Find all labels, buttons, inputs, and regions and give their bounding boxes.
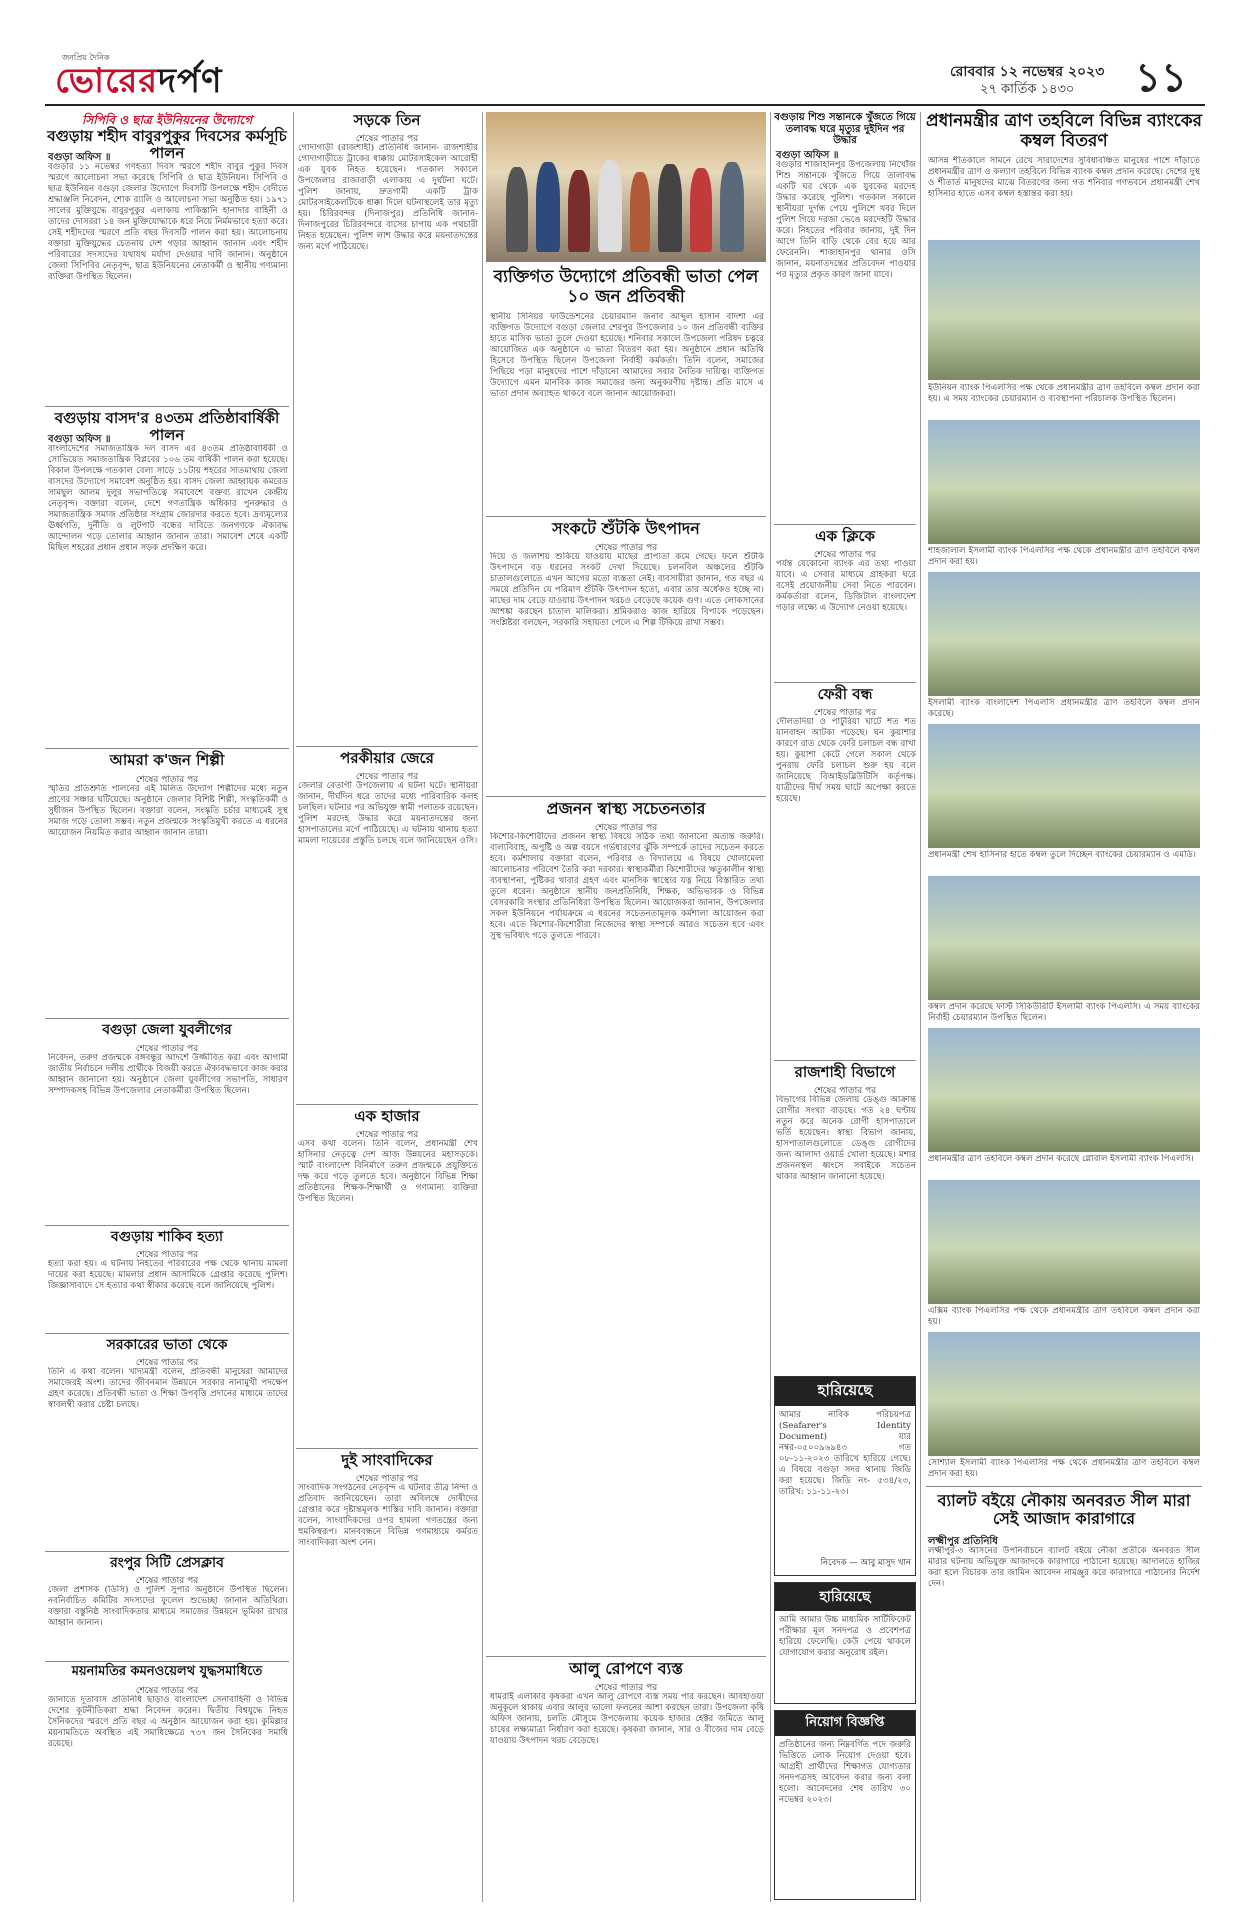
divider [926,1486,1202,1487]
article-headline: বগুড়ায় শাকিব হত্যা [110,1229,224,1245]
continued-label: শেষের পাতার পর [135,1358,199,1368]
photo-blanket-handover [928,876,1200,1000]
article-body: কিশোর-কিশোরীদের প্রজনন স্বাস্থ্য বিষয়ে সঠিক তথ্য জানানো অত্যন্ত জরুরি। বাল্যবিবাহ, অপুষ্টি ও অল্প বয়সে গর্ভধারণের ঝুঁকি সম্পর্কে তাদের সচেতন করতে হবে। কর্মশালায় বক্তারা বলেন, পরিবার ও বিদ্যালয়ে এ বিষয়ে খোলামেলা আলোচনার পরিবেশ তৈরি করা দরকার। স্বাস্থ্যকর্মীরা কিশোরীদের ঋতুকালীন স্বাস্থ্য ব্যবস্থাপনা, পুষ্টিকর খাবার গ্রহণ এবং মানসিক স্বাস্থ্যের যত্ন নিয়ে বিস্তারিত তথ্য তুলে ধরেন। অনুষ্ঠানে স্থানীয় জনপ্রতিনিধি, শিক্ষক, অভিভাবক ও বিভিন্ন বেসরকারি সংস্থার প্রতিনিধিরা উপস্থিত ছিলেন। আয়োজকরা জানান, উপজেলার সকল ইউনিয়নে পর্যায়ক্রমে এ ধরনের সচেতনতামূলক কর্মশালা আয়োজন করা হবে। এতে কিশোর-কিশোরীরা নিজেদের স্বাস্থ্য সম্পর্কে আরও সচেতন হবে এবং সুস্থ ভবিষ্যৎ গড়ে তুলতে পারবে। [490,832,764,941]
article-body: দিয়ে ও জলাশয় শুকিয়ে যাওয়ায় মাছের প্রাপ্যতা কমে গেছে। ফলে শুঁটকি উৎপাদনে বড় ধরনের সংকট দেখা দিয়েছে। চলনবিল অঞ্চলের শুঁটকি চাতালগুলোতে এখন আগের মতো ব্যস্ততা নেই। ব্যবসায়ীরা জানান, গত বছর এ সময়ে প্রতিদিন যে পরিমাণ শুঁটকি উৎপাদন হতো, এবার তার অর্ধেকও হচ্ছে না। মাছের দাম বেড়ে যাওয়ায় উৎপাদন খরচও বেড়েছে কয়েক গুণ। এতে লোকসানের আশঙ্কা করছেন চাতাল মালিকরা। শ্রমিকরাও কাজ হারিয়ে বিপাকে পড়েছেন। সংশ্লিষ্টরা বলছেন, সরকারি সহায়তা পেলে এ শিল্প টিকিয়ে রাখা সম্ভব। [490,552,764,628]
divider [296,746,478,747]
photo-blanket-handover [928,1180,1200,1304]
article-body: আসন্ন শীতকালে সামনে রেখে সারাদেশের সুবিধাবঞ্চিত মানুষের পাশে দাঁড়াতে প্রধানমন্ত্রীর ত্রাণ ও কল্যাণ তহবিলে বিভিন্ন ব্যাংক কম্বল প্রদান করেছে। দেশের দুস্থ ও শীতার্ত মানুষদের মাঝে বিতরণের জন্য গত শনিবার গণভবনে প্রধানমন্ত্রী শেখ হাসিনার হাতে এসব কম্বল হস্তান্তর করা হয়। [928,156,1200,199]
continued-label: শেষের পাতার পর [135,1686,199,1696]
photo-caption: প্রধানমন্ত্রীর ত্রাণ তহবিলে কম্বল প্রদান করেছে গ্লোবাল ইসলামী ব্যাংক পিএলসি। [928,1154,1194,1164]
continued-label: শেষের পাতার পর [594,823,658,833]
divider [486,796,766,797]
page-number: ১১ [1135,54,1187,101]
continued-label: শেষের পাতার পর [813,708,877,718]
article-headline: ময়নামতির কমনওয়েলথ যুদ্ধসমাধিতে [71,1664,263,1679]
continued-label: শেষের পাতার পর [135,1044,199,1054]
masthead-tagline: জনপ্রিয় দৈনিক [62,53,110,62]
article-headline: প্রজনন স্বাস্থ্য সচেতনতার [546,799,706,818]
continued-label: শেষের পাতার পর [135,775,199,785]
article-headline: রাজশাহী বিভাগে [794,1063,896,1081]
classified-ad-lost [774,1376,916,1576]
masthead-title-part1: ভোরের [55,61,159,101]
article-body: নিবেদন, তরুণ প্রজন্মকে বঙ্গবন্ধুর আদর্শে উজ্জীবিত করা এবং আগামী জাতীয় নির্বাচনে দলীয় প্রার্থীকে বিজয়ী করতে ঐক্যবদ্ধভাবে কাজ করার আহ্বান জানানো হয়। অনুষ্ঠানে জেলা যুবলীগের সভাপতি, সাধারণ সম্পাদকসহ বিভিন্ন উপজেলার নেতাকর্মীরা উপস্থিত ছিলেন। [48,1053,288,1096]
divider [296,1448,478,1449]
classified-body: আমার নাবিক পরিচয়পত্র (Seafarer's Identity Document) যার নম্বর-০৫০০৯৬৯৪৩ গত ০৮-১১-২০২৩ তারিখে হারিয়ে গেছে। এ বিষয়ে বগুড়া সদর থানায় জিডি করা হয়েছে। জিডি নং- ৫৩৪/২৩, তারিখ: ১১-১১-২৩। [779,1410,911,1497]
article-headline: বগুড়ায় বাসদ'র ৪৩তম প্রতিষ্ঠাবার্ষিকী পালন [54,409,280,445]
divider [45,1333,289,1334]
masthead-logo [55,55,223,112]
divider [774,1060,916,1061]
article-headline: দুই সাংবাদিকের [341,1451,433,1469]
photo-caption: ইউনিয়ন ব্যাংক পিএলসির পক্ষ থেকে প্রধানমন্ত্রীর ত্রাণ তহবিলে কম্বল প্রদান করা হয়। এ সময় ব্যাংকের চেয়ারম্যান ও ব্যবস্থাপনা পরিচালক উপস্থিত ছিলেন। [928,383,1200,404]
continued-label: শেষের পাতার পর [813,1086,877,1096]
person-figure [536,162,560,252]
continued-label: শেষের পাতার পর [594,543,658,553]
article-headline: পরকীয়ার জেরে [340,749,434,767]
person-figure [720,162,744,252]
continued-label: শেষের পাতার পর [355,134,419,144]
date-gregorian: রোববার ১২ নভেম্বর ২০২৩ [950,64,1105,80]
column-rule [770,112,771,1902]
article-headline: ব্যক্তিগত উদ্যোগে প্রতিবন্ধী ভাতা পেল ১০ জন প্রতিবন্ধী [493,267,759,307]
article-body: জেলার বেতাগী উপজেলায় এ ঘটনা ঘটে। স্থানীয়রা জানান, দীর্ঘদিন ধরে তাদের মধ্যে পারিবারিক কলহ চলছিল। ঘটনার পর অভিযুক্ত স্বামী পলাতক রয়েছেন। পুলিশ মরদেহ উদ্ধার করে ময়নাতদন্তের জন্য হাসপাতালের মর্গে পাঠিয়েছে। এ ঘটনায় থানায় হত্যা মামলা দায়েরের প্রস্তুতি চলছে বলে জানিয়েছেন ওসি। [298,781,478,846]
divider [774,524,916,525]
photo-caption: কম্বল প্রদান করেছে ফার্স্ট সিকিউরিটি ইসলামী ব্যাংক পিএলসি। এ সময় ব্যাংকের নির্বাহী চেয়ারম্যান উপস্থিত ছিলেন। [928,1002,1200,1023]
photo-blanket-handover [928,724,1200,848]
person-figure [568,170,590,252]
divider [486,1656,766,1657]
notice-heading: নিয়োগ বিজ্ঞপ্তি [775,1711,915,1736]
article-byline: বগুড়া অফিস ॥ [48,434,111,445]
divider [45,1018,289,1019]
photo-caption: প্রধানমন্ত্রী শেখ হাসিনার হাতে কম্বল তুলে দিচ্ছেন ব্যাংকের চেয়ারম্যান ও এমডি। [928,850,1196,860]
article-byline: লক্ষ্মীপুর প্রতিনিধি [928,1536,998,1547]
divider [486,516,766,517]
article-byline: বগুড়া অফিস ॥ [48,152,111,163]
article-headline: আলু রোপণে ব্যস্ত [569,1659,683,1678]
divider [45,1225,289,1226]
divider [45,1551,289,1552]
article-body: ধামরাই এলাকার কৃষকরা এখন আলু রোপণে ব্যস্ত সময় পার করছেন। আবহাওয়া অনুকূলে থাকায় এবার আলুর ভালো ফলনের আশা করছেন তারা। উপজেলা কৃষি অফিস জানায়, চলতি মৌসুমে উপজেলায় কয়েক হাজার হেক্টর জমিতে আলু চাষের লক্ষ্যমাত্রা নির্ধারণ করা হয়েছে। কৃষকরা জানান, সার ও বীজের দাম বেড়ে যাওয়ায় উৎপাদন খরচ বেড়েছে। [490,1692,764,1746]
article-headline: আমরা ক'জন শিল্পী [109,751,225,769]
person-figure [658,164,682,252]
article-headline: ব্যালট বইয়ে নৌকায় অনবরত সীল মারা সেই আজাদ কারাগারে [937,1491,1191,1529]
job-notice [774,1710,916,1900]
column-rule [920,112,921,1902]
group-photo [486,112,766,262]
continued-label: শেষের পাতার পর [813,550,877,560]
divider [45,406,289,407]
article-body: সাংবাদিক সংগঠনের নেতৃবৃন্দ এ ঘটনার তীব্র নিন্দা ও প্রতিবাদ জানিয়েছেন। তারা অবিলম্বে দোষীদের গ্রেপ্তার করে দৃষ্টান্তমূলক শাস্তির দাবি জানান। বক্তারা বলেন, সাংবাদিকদের ওপর হামলা গণতন্ত্রের জন্য হুমকিস্বরূপ। মানববন্ধনে বিভিন্ন গণমাধ্যমে কর্মরত সাংবাদিকরা অংশ নেন। [298,1483,478,1548]
article-headline: এক হাজার [354,1107,420,1125]
photo-caption: সোশ্যাল ইসলামী ব্যাংক পিএলসির পক্ষ থেকে প্রধানমন্ত্রীর ত্রাণ তহবিলে কম্বল প্রদান করা হয়। [928,1458,1200,1479]
article-byline: বগুড়া অফিস ॥ [776,150,839,161]
article-body: এসব কথা বলেন। তিনি বলেন, প্রধানমন্ত্রী শেখ হাসিনার নেতৃত্বে দেশ আজ উন্নয়নের মহাসড়কে। স্মার্ট বাংলাদেশ বিনির্মাণে তরুণ প্রজন্মকে প্রযুক্তিতে দক্ষ করে গড়ে তুলতে হবে। অনুষ্ঠানে বিভিন্ন শিক্ষা প্রতিষ্ঠানের শিক্ষক-শিক্ষার্থী ও গণ্যমান্য ব্যক্তিরা উপস্থিত ছিলেন। [298,1139,478,1204]
classified-signature: নিবেদক — আবু মাসুদ খান [820,1558,911,1568]
article-body: লক্ষ্মীপুর-৩ আসনের উপনির্বাচনে ব্যালট বইয়ে নৌকা প্রতীকে অনবরত সীল মারার ঘটনায় অভিযুক্ত আজাদকে কারাগারে পাঠানো হয়েছে। আদালতে হাজির করা হলে বিচারক তার জামিন আবেদন নামঞ্জুর করে কারাগারে পাঠানোর নির্দেশ দেন। [928,1546,1200,1589]
person-figure [598,160,622,252]
date-bangla: ২৭ কার্তিক ১৪৩০ [980,82,1075,97]
column-rule [293,112,294,1902]
photo-caption: এক্সিম ব্যাংক পিএলসির পক্ষ থেকে প্রধানমন্ত্রীর ত্রাণ তহবিলে কম্বল প্রদান করা হয়। [928,1306,1200,1327]
article-headline: সরকারের ভাতা থেকে [106,1337,228,1353]
classified-heading: হারিয়েছে [775,1583,915,1611]
article-body: জানাতে দূতাবাস প্রতিনিধি ছাড়াও বাংলাদেশ সেনাবাহিনী ও বিভিন্ন দেশের কূটনীতিকরা শ্রদ্ধা নিবেদন করেন। দ্বিতীয় বিশ্বযুদ্ধে নিহত সৈনিকদের স্মরণে প্রতি বছর এ অনুষ্ঠান আয়োজন করা হয়। কুমিল্লার ময়নামতিতে অবস্থিত এই সমাধিক্ষেত্রে ৭৩৭ জন সৈনিকের সমাধি রয়েছে। [48,1695,288,1749]
continued-label: শেষের পাতার পর [594,1683,658,1693]
classified-ad-lost [774,1582,916,1704]
article-headline: বগুড়ায় শিশু সন্তানকে খুঁজতে গিয়ে তলাবদ্ধ ঘরে মৃত্যুর দুইদিন পর উদ্ধার [774,112,916,146]
divider [774,682,916,683]
divider [45,1661,289,1662]
photo-caption: শাহজালাল ইসলামী ব্যাংক পিএলসির পক্ষ থেকে প্রধানমন্ত্রীর ত্রাণ তহবিলে কম্বল প্রদান করা হয়। [928,546,1200,567]
article-headline: সড়কে তিন [353,111,421,129]
divider [45,748,289,749]
article-body: জেলা প্রশাসক (ডিসি) ও পুলিশ সুপার অনুষ্ঠানে উপস্থিত ছিলেন। নবনির্বাচিত কমিটির সদস্যদের ফুলেল শুভেচ্ছা জানান অতিথিরা। বক্তারা বস্তুনিষ্ঠ সাংবাদিকতার মাধ্যমে সমাজের উন্নয়নে ভূমিকা রাখার আহ্বান জানান। [48,1585,288,1628]
article-headline: এক ক্লিকে [815,527,875,545]
photo-blanket-handover [928,1332,1200,1456]
divider [296,1104,478,1105]
article-headline: প্রধানমন্ত্রীর ত্রাণ তহবিলে বিভিন্ন ব্যাংকের কম্বল বিতরণ [926,111,1202,151]
person-figure [630,172,650,252]
article-headline: ফেরী বন্ধ [817,685,873,703]
photo-blanket-handover [928,1028,1200,1152]
continued-label: শেষের পাতার পর [135,1576,199,1586]
article-kicker: সিপিবি ও ছাত্র ইউনিয়নের উদ্যোগে [81,113,253,127]
article-headline: বগুড়া জেলা যুবলীগের [102,1022,232,1038]
classified-body: আমি আমার উচ্চ মাধ্যমিক সার্টিফিকেট পরীক্ষার মূল সনদপত্র ও প্রবেশপত্র হারিয়ে ফেলেছি। কেউ পেয়ে থাকলে যোগাযোগ করার অনুরোধ রইল। [779,1615,911,1658]
person-figure [506,167,528,252]
article-body: বগুড়ার ১১ নভেম্বর গণহত্যা দিবস স্মরণে শহীদ বাবুর পুকুর দিবস স্মরণে আলোচনা সভা করেছে সিপিবি ও ছাত্র ইউনিয়ন। সিপিবি ও ছাত্র ইউনিয়ন বগুড়া জেলার উদ্যোগে দিবসটি উপলক্ষে শহীদ বেদীতে শ্রদ্ধাঞ্জলি নিবেদন, শোক র‍্যালি ও আলোচনা সভা অনুষ্ঠিত হয়। ১৯৭১ সালের মুক্তিযুদ্ধে বাবুরপুকুর এলাকায় পাকিস্তানি হানাদার বাহিনী ও তাদের দোসররা ১৪ জন মুক্তিযোদ্ধাকে ধরে নিয়ে নির্মমভাবে হত্যা করে। সেই শহীদদের স্মরণে প্রতি বছর দিবসটি পালন করা হয়। আলোচনায় বক্তারা মুক্তিযুদ্ধের চেতনায় দেশ গড়ার আহ্বান জানান এবং শহীদ পরিবারের সদস্যদের যথাযথ মর্যাদা দেওয়ার দাবি জানান। অনুষ্ঠানে জেলা সিপিবির নেতৃবৃন্দ, ছাত্র ইউনিয়নের নেতাকর্মী ও স্থানীয় গণ্যমান্য ব্যক্তিরা উপস্থিত ছিলেন। [48,162,288,282]
column-rule [482,112,483,1902]
continued-label: শেষের পাতার পর [135,1250,199,1260]
article-headline: রংপুর সিটি প্রেসক্লাব [110,1555,224,1571]
article-body: স্থানীয় সিনিয়র ফাউন্ডেশনের চেয়ারম্যান জনাব আব্দুল হাসান বাদশা এর ব্যক্তিগত উদ্যোগে বগুড়া জেলার শেরপুর উপজেলার ১০ জন প্রতিবন্ধী ব্যক্তির হাতে মাসিক ভাতা তুলে দেওয়া হয়েছে। শনিবার সকালে উপজেলা পরিষদ চত্বরে আয়োজিত এক অনুষ্ঠানে এ ভাতা বিতরণ করা হয়। অনুষ্ঠানে প্রধান অতিথি হিসেবে উপস্থিত ছিলেন উপজেলা নির্বাহী কর্মকর্তা। তিনি বলেন, সমাজের পিছিয়ে পড়া মানুষদের পাশে দাঁড়ানো আমাদের সবার নৈতিক দায়িত্ব। ব্যক্তিগত উদ্যোগে এমন মানবিক কাজ সমাজের জন্য অনুকরণীয় দৃষ্টান্ত। প্রতি মাসে এ ভাতা প্রদান অব্যাহত থাকবে বলে জানান আয়োজকরা। [490,312,764,399]
article-body: পর্যন্ত যেকোনো ব্যাংক এর তথ্য পাওয়া যাবে। এ সেবার মাধ্যমে গ্রাহকরা ঘরে বসেই প্রয়োজনীয় সেবা নিতে পারবেন। কর্মকর্তারা বলেন, ডিজিটাল বাংলাদেশ গড়ার লক্ষ্যে এ উদ্যোগ নেওয়া হয়েছে। [776,559,916,613]
photo-blanket-handover [928,420,1200,544]
article-body: বগুড়ার শাজাহানপুর উপজেলায় নিখোঁজ শিশু সন্তানকে খুঁজতে গিয়ে তালাবদ্ধ একটি ঘর থেকে এক যুবকের মরদেহ উদ্ধার করেছে পুলিশ। গতকাল সকালে স্থানীয়রা দুর্গন্ধ পেয়ে পুলিশে খবর দিলে পুলিশ গিয়ে দরজা ভেঙে মরদেহটি উদ্ধার করে। নিহতের পরিবার জানায়, দুই দিন আগে তিনি বাড়ি থেকে বের হয়ে আর ফেরেননি। শাজাহানপুর থানার ওসি জানান, ময়নাতদন্তের প্রতিবেদন পাওয়ার পর মৃত্যুর প্রকৃত কারণ জানা যাবে। [776,160,916,280]
article-body: বিভাগের বিভিন্ন জেলায় ডেঙ্গু আক্রান্ত রোগীর সংখ্যা বাড়ছে। গত ২৪ ঘণ্টায় নতুন করে অনেক রোগী হাসপাতালে ভর্তি হয়েছেন। স্বাস্থ্য বিভাগ জানায়, হাসপাতালগুলোতে ডেঙ্গু রোগীদের জন্য আলাদা ওয়ার্ড খোলা হয়েছে। মশার প্রজননস্থল ধ্বংসে সবাইকে সচেতন থাকার আহ্বান জানানো হয়েছে। [776,1095,916,1182]
person-figure [690,168,712,252]
continued-label: শেষের পাতার পর [355,772,419,782]
notice-body: প্রতিষ্ঠানের জন্য নিম্নবর্ণিত পদে জরুরি ভিত্তিতে লোক নিয়োগ দেওয়া হবে। আগ্রহী প্রার্থীদের শিক্ষাগত যোগ্যতার সনদপত্রসহ আবেদন করার জন্য বলা হলো। আবেদনের শেষ তারিখ ৩০ নভেম্বর ২০২৩। [779,1740,911,1805]
continued-label: শেষের পাতার পর [355,1130,419,1140]
article-body: স্মৃতির প্রতিশ্রুতি পালনের এই মিলিত উদ্যোগ শিল্পীদের মধ্যে নতুন প্রাণের সঞ্চার ঘটিয়েছে। অনুষ্ঠানে জেলার বিশিষ্ট শিল্পী, সংস্কৃতিকর্মী ও সুধীজন উপস্থিত ছিলেন। বক্তারা বলেন, সংস্কৃতি চর্চার মাধ্যমেই সুস্থ সমাজ গড়ে তোলা সম্ভব। নতুন প্রজন্মকে সংস্কৃতিমুখী করতে এ ধরনের আয়োজন নিয়মিত করার আহ্বান জানান তারা। [48,784,288,838]
classified-heading: হারিয়েছে [775,1377,915,1406]
article-body: তিনি এ কথা বলেন। খাদ্যমন্ত্রী বলেন, প্রতিবন্ধী মানুষেরা আমাদের সমাজেরই অংশ। তাদের জীবনমান উন্নয়নে সরকার নানামুখী পদক্ষেপ গ্রহণ করেছে। প্রতিবন্ধী ভাতা ও শিক্ষা উপবৃত্তি প্রদানের মাধ্যমে তাদের স্বাবলম্বী করার চেষ্টা চলছে। [48,1367,288,1410]
masthead-title-part2: দর্পণ [158,61,223,101]
continued-label: শেষের পাতার পর [355,1474,419,1484]
article-headline: বগুড়ায় শহীদ বাবুরপুকুর দিবসের কর্মসূচি পালন [47,127,287,163]
photo-blanket-handover [928,572,1200,696]
article-body: হত্যা করা হয়। এ ঘটনায় নিহতের পরিবারের পক্ষ থেকে থানায় মামলা দায়ের করা হয়েছে। মামলার প্রধান আসামিকে গ্রেপ্তার করেছে পুলিশ। জিজ্ঞাসাবাদে সে হত্যার কথা স্বীকার করেছে বলে জানিয়েছে পুলিশ। [48,1259,288,1291]
article-body: দৌলতদিয়া ও পাটুরিয়া ঘাটে শত শত যানবাহন আটকা পড়েছে। ঘন কুয়াশার কারণে রাত থেকে ফেরি চলাচল বন্ধ রাখা হয়। কুয়াশা কেটে গেলে সকাল থেকে পুনরায় ফেরি চলাচল শুরু হয় বলে জানিয়েছে বিআইডব্লিউটিসি কর্তৃপক্ষ। যাত্রীদের দীর্ঘ সময় ঘাটে অপেক্ষা করতে হয়েছে। [776,717,916,804]
article-body: গোদাগাড়ী (রাজশাহী) প্রতিনিধি জানান- রাজশাহীর গোদাগাড়ীতে ট্রাকের ধাক্কায় মোটরসাইকেল আরোহী এক যুবক নিহত হয়েছেন। গতকাল সকালে উপজেলার রাজাবাড়ী এলাকায় এ দুর্ঘটনা ঘটে। পুলিশ জানায়, দ্রুতগামী একটি ট্রাক মোটরসাইকেলটিকে ধাক্কা দিলে ঘটনাস্থলেই তার মৃত্যু হয়। চিরিরবন্দর (দিনাজপুর) প্রতিনিধি জানান- দিনাজপুরের চিরিরবন্দরে বাসের চাপায় এক পথচারী নিহত হয়েছেন। পুলিশ লাশ উদ্ধার করে ময়নাতদন্তের জন্য মর্গে পাঠিয়েছে। [298,143,478,252]
photo-caption: ইসলামী ব্যাংক বাংলাদেশ পিএলসি প্রধানমন্ত্রীর ত্রাণ তহবিলে কম্বল প্রদান করেছে। [928,698,1200,719]
photo-blanket-handover [928,240,1200,380]
article-body: বাংলাদেশের সমাজতান্ত্রিক দল বাসদ এর ৪৩তম প্রতিষ্ঠাবার্ষিকী ও সোভিয়েত সমাজতান্ত্রিক বিপ্লবের ১০৬ তম বার্ষিকী পালন করা হয়েছে। বিকাল উপলক্ষে গতকাল বেলা সাড়ে ১১টায় শহরের সাতমাথায় জেলা বাসদের উদ্যোগে সমাবেশ অনুষ্ঠিত হয়। বাসদ জেলা আহ্বায়ক কমরেড সামছুল আলম দুলুর সভাপতিত্বে সমাবেশে বক্তব্য রাখেন কেন্দ্রীয় নেতৃবৃন্দ। বক্তারা বলেন, দেশে গণতান্ত্রিক অধিকার পুনরুদ্ধার ও সমাজতান্ত্রিক সমাজ প্রতিষ্ঠার সংগ্রাম জোরদার করতে হবে। দ্রব্যমূল্যের ঊর্ধ্বগতি, দুর্নীতি ও লুটপাট বন্ধের দাবিতে জনগণকে ঐক্যবদ্ধ আন্দোলন গড়ে তোলার আহ্বান জানান তারা। সমাবেশ শেষে একটি মিছিল শহরের প্রধান প্রধান সড়ক প্রদক্ষিণ করে। [48,444,288,553]
article-headline: সংকটে শুঁটকি উৎপাদন [552,519,700,538]
